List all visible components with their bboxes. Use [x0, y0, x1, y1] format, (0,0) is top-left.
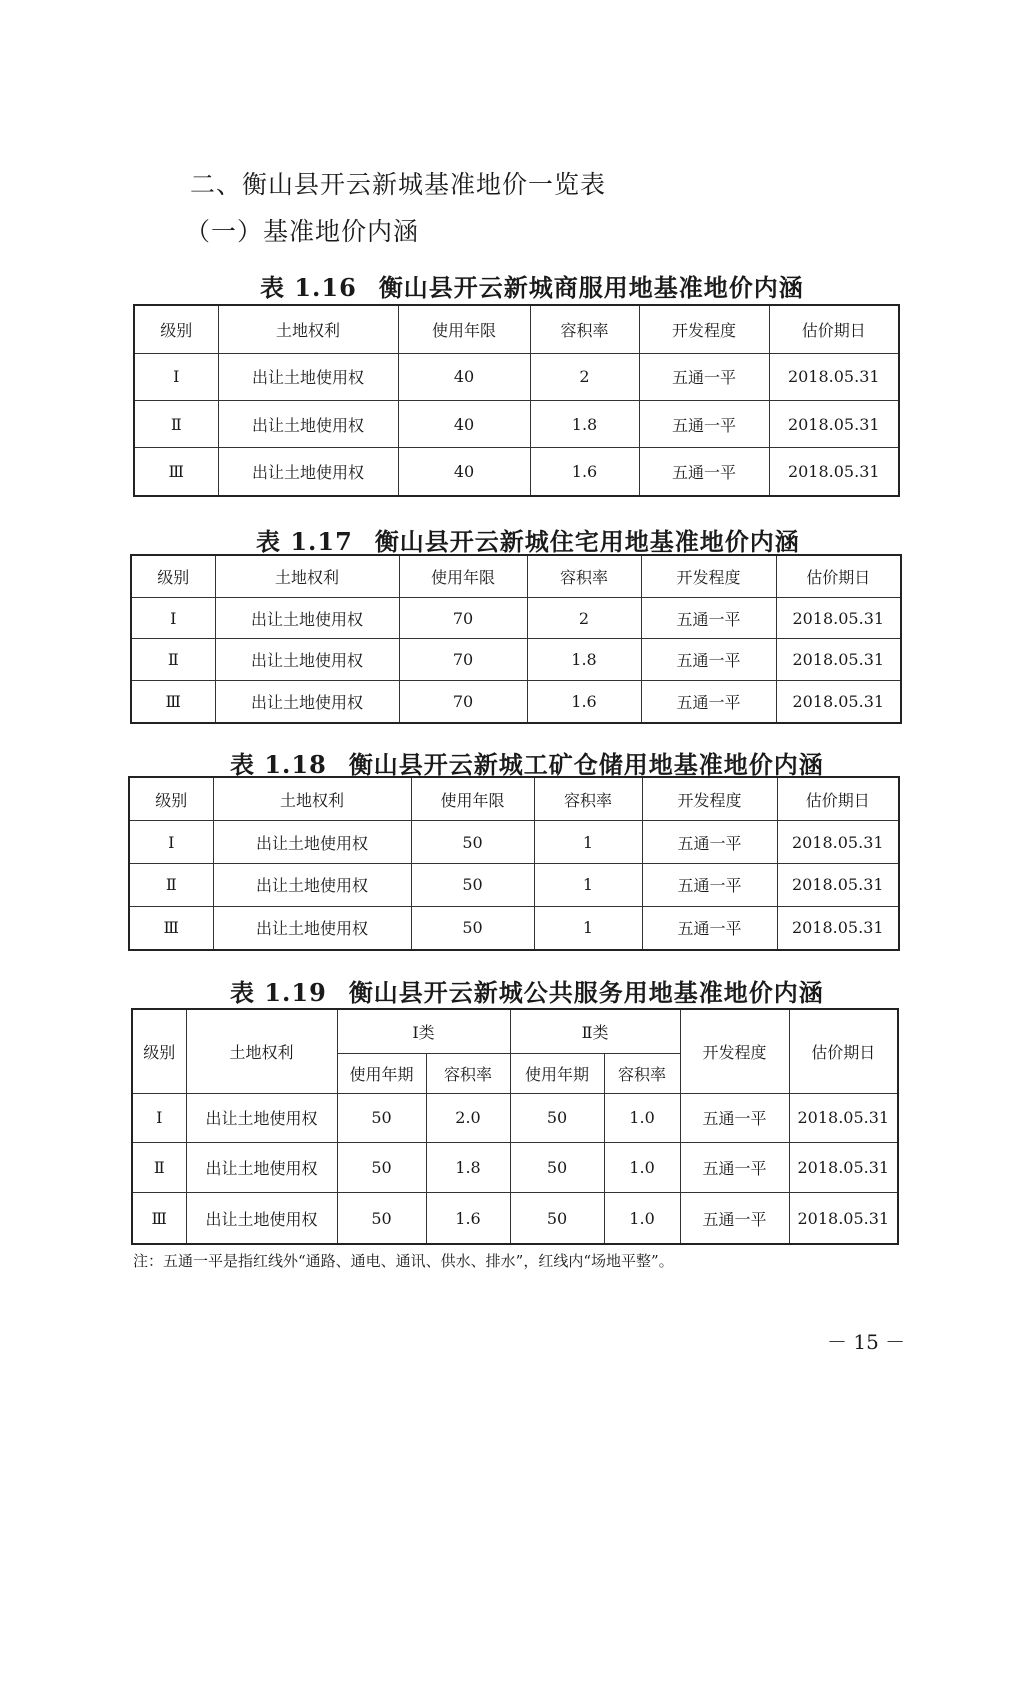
cell-far: 2 [530, 353, 639, 400]
table-row [131, 597, 901, 639]
cell-right: 出让土地使用权 [215, 681, 399, 723]
table-row [132, 1193, 898, 1244]
header-far-class-1: 容积率 [426, 1053, 510, 1093]
cell-level: Ⅲ [129, 906, 213, 950]
cell-far: 1.8 [530, 400, 639, 447]
cell-right: 出让土地使用权 [218, 448, 398, 496]
header-date: 估价期日 [769, 305, 899, 353]
section-heading: 二、衡山县开云新城基准地价一览表 [190, 170, 607, 199]
cell-right: 出让土地使用权 [213, 906, 411, 950]
header-date: 估价期日 [777, 777, 899, 821]
table-number: 表 1.19 [230, 978, 327, 1007]
table-1-16 [133, 304, 900, 497]
cell-years: 50 [411, 821, 534, 864]
cell-years-class-1: 50 [337, 1093, 426, 1143]
cell-level: Ⅰ [134, 353, 218, 400]
header-years-class-1: 使用年期 [337, 1053, 426, 1093]
header-level: 级别 [131, 555, 215, 597]
cell-date: 2018.05.31 [769, 353, 899, 400]
cell-level: Ⅰ [131, 597, 215, 639]
cell-level: Ⅱ [131, 639, 215, 681]
header-date: 估价期日 [776, 555, 901, 597]
cell-level: Ⅲ [134, 448, 218, 496]
table-1-16-title [260, 268, 804, 303]
cell-far: 1 [534, 821, 642, 864]
table-row [132, 1093, 898, 1143]
cell-dev: 五通一平 [639, 353, 769, 400]
cell-far: 2 [527, 597, 641, 639]
table-1-18-title [230, 745, 824, 780]
table-1-17-title [256, 522, 800, 557]
cell-right: 出让土地使用权 [215, 639, 399, 681]
cell-dev: 五通一平 [680, 1143, 789, 1193]
cell-date: 2018.05.31 [769, 400, 899, 447]
cell-right: 出让土地使用权 [218, 353, 398, 400]
table-header-row [134, 305, 899, 353]
cell-right: 出让土地使用权 [218, 400, 398, 447]
header-dev: 开发程度 [639, 305, 769, 353]
cell-right: 出让土地使用权 [215, 597, 399, 639]
header-right: 土地权利 [218, 305, 398, 353]
cell-years: 70 [399, 597, 527, 639]
cell-dev: 五通一平 [680, 1093, 789, 1143]
cell-right: 出让土地使用权 [213, 821, 411, 864]
cell-far: 1.6 [527, 681, 641, 723]
header-right: 土地权利 [186, 1009, 337, 1093]
cell-dev: 五通一平 [680, 1193, 789, 1244]
cell-level: Ⅰ [132, 1093, 186, 1143]
cell-date: 2018.05.31 [789, 1093, 898, 1143]
table-1-19 [131, 1008, 899, 1245]
table-number: 表 1.17 [256, 527, 353, 556]
cell-years: 70 [399, 639, 527, 681]
cell-date: 2018.05.31 [789, 1143, 898, 1193]
cell-far-class-1: 1.6 [426, 1193, 510, 1244]
header-right: 土地权利 [213, 777, 411, 821]
cell-years: 40 [398, 353, 530, 400]
table-header-row [132, 1009, 898, 1053]
cell-right: 出让土地使用权 [186, 1093, 337, 1143]
cell-dev: 五通一平 [642, 906, 777, 950]
cell-date: 2018.05.31 [776, 597, 901, 639]
cell-level: Ⅱ [129, 863, 213, 906]
cell-years-class-2: 50 [510, 1143, 604, 1193]
cell-level: Ⅰ [129, 821, 213, 864]
table-row [134, 400, 899, 447]
header-class-1: Ⅰ类 [337, 1009, 510, 1053]
header-right: 土地权利 [215, 555, 399, 597]
table-row [131, 681, 901, 723]
cell-years-class-1: 50 [337, 1143, 426, 1193]
cell-years: 40 [398, 448, 530, 496]
header-far: 容积率 [534, 777, 642, 821]
table-row [134, 448, 899, 496]
subsection-heading: （一）基准地价内涵 [185, 217, 420, 246]
cell-far: 1 [534, 863, 642, 906]
cell-far: 1.8 [527, 639, 641, 681]
header-years: 使用年限 [411, 777, 534, 821]
cell-far: 1 [534, 906, 642, 950]
table-row [134, 353, 899, 400]
cell-far-class-2: 1.0 [604, 1143, 680, 1193]
cell-date: 2018.05.31 [777, 821, 899, 864]
table-caption: 衡山县开云新城住宅用地基准地价内涵 [374, 527, 800, 556]
cell-years-class-2: 50 [510, 1193, 604, 1244]
header-level: 级别 [132, 1009, 186, 1093]
cell-far-class-2: 1.0 [604, 1093, 680, 1143]
cell-right: 出让土地使用权 [213, 863, 411, 906]
page-number: － 15 － [827, 1330, 906, 1354]
cell-far: 1.6 [530, 448, 639, 496]
table-caption: 衡山县开云新城公共服务用地基准地价内涵 [348, 978, 824, 1007]
cell-far-class-2: 1.0 [604, 1193, 680, 1244]
cell-years-class-2: 50 [510, 1093, 604, 1143]
header-dev: 开发程度 [641, 555, 776, 597]
table-header-row [129, 777, 899, 821]
cell-dev: 五通一平 [641, 681, 776, 723]
header-years: 使用年限 [398, 305, 530, 353]
header-far-class-2: 容积率 [604, 1053, 680, 1093]
table-1-17 [130, 554, 902, 724]
table-row [129, 863, 899, 906]
table-row [129, 821, 899, 864]
cell-years: 50 [411, 906, 534, 950]
table-note: 注：五通一平是指红线外“通路、通电、通讯、供水、排水”，红线内“场地平整”。 [133, 1252, 674, 1270]
table-row [131, 639, 901, 681]
table-row [132, 1143, 898, 1193]
header-dev: 开发程度 [642, 777, 777, 821]
cell-level: Ⅱ [134, 400, 218, 447]
cell-dev: 五通一平 [641, 639, 776, 681]
cell-level: Ⅱ [132, 1143, 186, 1193]
header-far: 容积率 [527, 555, 641, 597]
table-number: 表 1.16 [260, 273, 357, 302]
header-years-class-2: 使用年期 [510, 1053, 604, 1093]
cell-dev: 五通一平 [641, 597, 776, 639]
cell-right: 出让土地使用权 [186, 1143, 337, 1193]
cell-date: 2018.05.31 [769, 448, 899, 496]
cell-date: 2018.05.31 [776, 639, 901, 681]
table-1-18 [128, 776, 900, 951]
cell-dev: 五通一平 [642, 863, 777, 906]
header-class-2: Ⅱ类 [510, 1009, 680, 1053]
cell-dev: 五通一平 [639, 400, 769, 447]
cell-years: 40 [398, 400, 530, 447]
cell-years: 50 [411, 863, 534, 906]
table-number: 表 1.18 [230, 750, 327, 779]
cell-date: 2018.05.31 [777, 863, 899, 906]
cell-far-class-1: 2.0 [426, 1093, 510, 1143]
cell-dev: 五通一平 [639, 448, 769, 496]
header-years: 使用年限 [399, 555, 527, 597]
header-level: 级别 [134, 305, 218, 353]
cell-right: 出让土地使用权 [186, 1193, 337, 1244]
cell-date: 2018.05.31 [776, 681, 901, 723]
header-far: 容积率 [530, 305, 639, 353]
cell-dev: 五通一平 [642, 821, 777, 864]
table-row [129, 906, 899, 950]
cell-date: 2018.05.31 [789, 1193, 898, 1244]
header-level: 级别 [129, 777, 213, 821]
cell-years: 70 [399, 681, 527, 723]
cell-date: 2018.05.31 [777, 906, 899, 950]
header-date: 估价期日 [789, 1009, 898, 1093]
table-caption: 衡山县开云新城商服用地基准地价内涵 [378, 273, 804, 302]
header-dev: 开发程度 [680, 1009, 789, 1093]
cell-far-class-1: 1.8 [426, 1143, 510, 1193]
cell-level: Ⅲ [131, 681, 215, 723]
table-1-19-title [230, 973, 824, 1008]
cell-level: Ⅲ [132, 1193, 186, 1244]
table-header-row [131, 555, 901, 597]
cell-years-class-1: 50 [337, 1193, 426, 1244]
table-caption: 衡山县开云新城工矿仓储用地基准地价内涵 [348, 750, 824, 779]
